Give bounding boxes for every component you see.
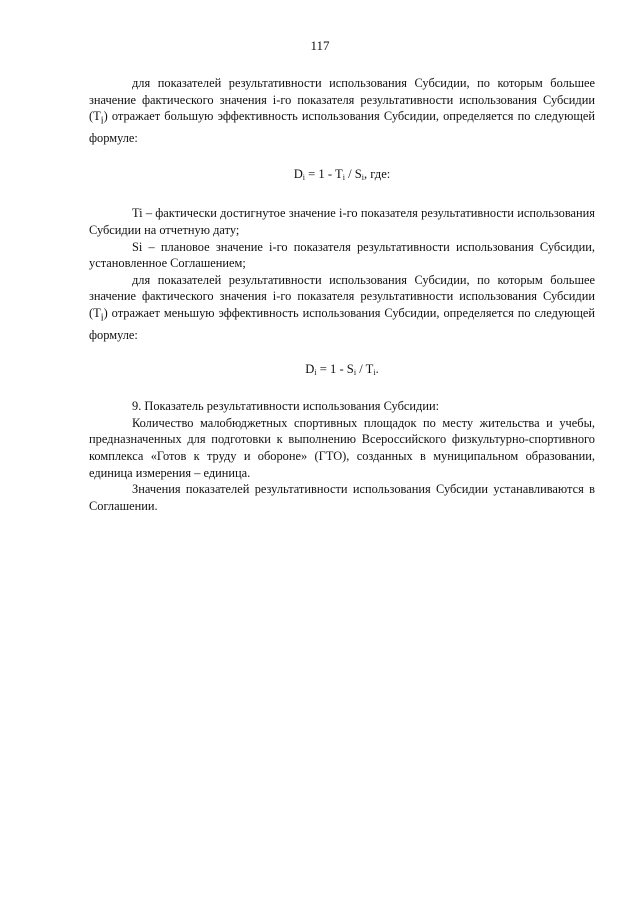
formula-part: / S bbox=[344, 166, 362, 181]
formula-symbol: D bbox=[293, 166, 303, 181]
formula-part: / T bbox=[356, 361, 374, 376]
subscript: i bbox=[353, 367, 357, 377]
paragraph-text: для показателей результативности использования Субсидии, по которым большее значение фактического значения i-го показателя результативности использования Субсидии (T bbox=[89, 272, 595, 320]
formula-part: , где: bbox=[363, 166, 391, 181]
document-body bbox=[89, 75, 595, 514]
subscript: i bbox=[314, 367, 317, 377]
subscript: i bbox=[100, 312, 104, 324]
subscript: i bbox=[373, 367, 376, 377]
subscript: i bbox=[302, 172, 306, 182]
formula-part: = 1 - S bbox=[316, 361, 354, 376]
closing-paragraph: Значения показателей результативности использования Субсидии устанавливаются в Соглашении. bbox=[89, 482, 595, 513]
subscript: i bbox=[361, 172, 364, 182]
definition-ti: Ti – фактически достигнутое значение i-го показателя результативности использования Субсидии на отчетную дату; bbox=[89, 206, 595, 238]
paragraph-condition-larger-better bbox=[89, 75, 595, 147]
section-9-heading: 9. Показатель результативности использования Субсидии: bbox=[132, 399, 440, 414]
subscript: i bbox=[100, 115, 104, 127]
formula-di-larger-better bbox=[89, 166, 595, 187]
subscript: i bbox=[342, 172, 345, 182]
paragraph-text: ) отражает большую эффективность использования Субсидии, определяется по следующей формуле: bbox=[89, 109, 595, 146]
formula-part: . bbox=[375, 361, 379, 376]
page-number: 117 bbox=[310, 38, 330, 53]
paragraph-text: ) отражает меньшую эффективность использования Субсидии, определяется по следующей формуле: bbox=[89, 306, 595, 343]
paragraph-condition-larger-worse bbox=[89, 272, 595, 344]
formula-di-larger-worse bbox=[89, 361, 595, 382]
indicator-description: Количество малобюджетных спортивных площадок по месту жительства и учебы, предназначенных для подготовки к выполнению Всероссийского физкультурно-спортивного комплекса «Готов к труду и обороне» (ГТО), созданных в муниципальном образовании, единица измерения – единица. bbox=[89, 415, 595, 480]
paragraph-text: для показателей результативности использования Субсидии, по которым большее значение фактического значения i-го показателя результативности использования Субсидии (T bbox=[89, 76, 595, 124]
formula-part: = 1 - T bbox=[305, 166, 343, 181]
formula-symbol: D bbox=[305, 361, 315, 376]
definition-si: Si – плановое значение i-го показателя результативности использования Субсидии, установленное Соглашением; bbox=[89, 239, 595, 271]
